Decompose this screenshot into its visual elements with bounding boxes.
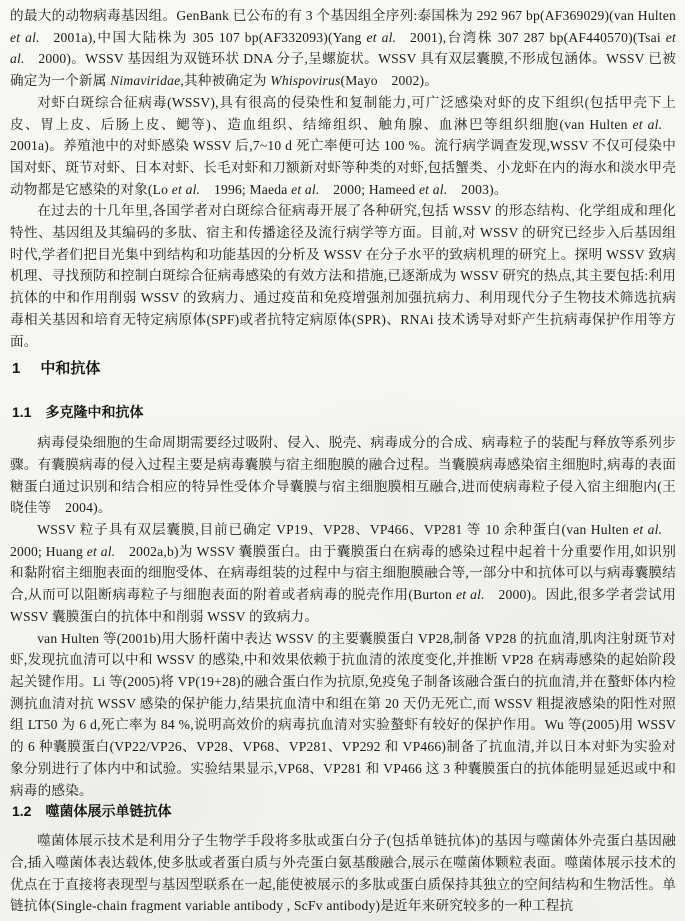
- paragraph-neutralization-studies: [10, 628, 676, 802]
- paragraph-virus-lifecycle: [10, 432, 676, 519]
- italic-text-segment: Nimaviridae: [110, 73, 181, 89]
- italic-text-segment: et al.: [10, 29, 676, 67]
- text-segment: 2001a)。养殖池中的对虾感染 WSSV 后,7~10 d 死亡率便可达 100 %。流行病学调查发现,WSSV 不仅可侵染中国对虾、斑节对虾、日本对虾、长毛对虾和刀额新对虾等种类的对虾,包括蟹类、小龙虾在内的海水和淡水甲壳动物都是它感染的对象(Lo: [10, 116, 676, 197]
- text-segment: ,其种被确定为: [180, 73, 271, 89]
- text-segment: 2000; Hameed: [319, 181, 419, 197]
- text-segment: van Hulten 等(2001b)用大肠杆菌中表达 WSSV 的主要囊膜蛋白 VP28,制备 VP28 的抗血清,肌肉注射斑节对虾,发现抗血清可以中和 WSSV 的感染,中和效果依赖于抗血清的浓度变化,并推断 VP28 在病毒感染的起始阶段起关键作用。Li 等(2005)将 VP(19+28)的融合蛋白作为抗原,免疫兔子制备该融合蛋白的抗血清,并在螯虾体内检测抗血清对抗 WSSV 感染的保护能力,结果抗血清中和组在第 20 天仍无死亡,而 WSSV 粗提液感染的阳性对照组 LT50 为 6 d,死亡率为 84 %,说明高效价的病毒抗血清对实验螯虾有较好的保护作用。Wu 等(2005)用 WSSV 的 6 种囊膜蛋白(VP22/VP26、VP28、VP68、VP281、VP292 和 VP466)制备了抗血清,并以日本对虾为实验对象分别进行了体内中和试验。实验结果显示,VP68、VP281 和 VP466 这 3 种囊膜蛋白的抗体能明显延迟或中和病毒的感染。: [10, 630, 676, 798]
- paragraph-phage-display: [10, 830, 676, 917]
- text-segment: 病毒侵染细胞的生命周期需要经过吸附、侵入、脱壳、病毒成分的合成、病毒粒子的装配与释放等系列步骤。有囊膜病毒的侵入过程主要是病毒囊膜与宿主细胞膜的融合过程。当囊膜病毒感染宿主细胞时,病毒的表面糖蛋白通过识别和结合相应的特异性受体介导囊膜与宿主细胞膜相互融合,进而使病毒粒子侵入宿主细胞内(王晓佳等 2004)。: [10, 435, 676, 516]
- italic-text-segment: et al.: [86, 543, 116, 559]
- section-1-2-title: 噬菌体展示单链抗体: [45, 803, 172, 820]
- paragraph-infectivity: [10, 92, 676, 201]
- paragraph-envelope-proteins: [10, 519, 676, 628]
- text-segment: 1996; Maeda: [200, 181, 292, 197]
- italic-text-segment: et al.: [291, 181, 320, 197]
- section-1-1-title: 多克隆中和抗体: [45, 404, 144, 421]
- italic-text-segment: et al.: [632, 116, 663, 132]
- section-1-2-number: 1.2: [12, 803, 32, 820]
- text-segment: 2001a),中国大陆株为 305 107 bp(AF332093)(Yang: [39, 29, 367, 45]
- italic-text-segment: et al.: [633, 522, 663, 538]
- italic-text-segment: et al.: [456, 587, 485, 603]
- text-segment: (Mayo 2002)。: [340, 73, 439, 89]
- italic-text-segment: et al.: [366, 29, 397, 45]
- text-segment: 的最大的动物病毒基因组。GenBank 已公布的有 3 个基因组全序列:泰国株为 292 967 bp(AF369029)(van Hulten: [10, 8, 676, 23]
- section-1-1-heading: [12, 402, 676, 423]
- text-segment: 噬菌体展示技术是利用分子生物学手段将多肽或蛋白分子(包括单链抗体)的基因与噬菌体外壳蛋白基因融合,插入噬菌体表达载体,使多肽或者蛋白质与外壳蛋白氨基酸融合,展示在噬菌体颗粒表面。噬菌体展示技术的优点在于直接将表现型与基因型联系在一起,能使被展示的多肽或蛋白质保持其独立的空间结构和生物活性。单链抗体(Single-chain fragment variable antibody , ScFv antibody)是近年来研究较多的一种工程抗: [10, 833, 676, 914]
- paragraph-research-overview: [10, 200, 676, 352]
- italic-text-segment: et al.: [10, 29, 40, 45]
- italic-text-segment: et al.: [171, 181, 201, 197]
- section-1-heading: [12, 358, 676, 380]
- text-segment: 2002a,b)为 WSSV 囊膜蛋白。由于囊膜蛋白在病毒的感染过程中起着十分重要作用,如识别和黏附宿主细胞表面的细胞受体、在病毒组装的过程中与宿主细胞膜融合等,一部分中和抗体可以与病毒囊膜结合,从而可以阻断病毒粒子与细胞表面的附着或者病毒的脱壳作用(Burton: [10, 543, 676, 603]
- text-segment: 2000)。WSSV 基因组为双链环状 DNA 分子,呈螺旋状。WSSV 具有双层囊膜,不形成包涵体。WSSV 已被确定为一个新属: [10, 51, 676, 89]
- text-segment: 2000)。因此,很多学者尝试用 WSSV 囊膜蛋白的抗体中和削弱 WSSV 的致病力。: [10, 587, 677, 624]
- paragraph-genome-continuation: [10, 5, 676, 92]
- section-1-2-heading: [12, 801, 676, 822]
- text-segment: 2001),台湾株 307 287 bp(AF440570)(Tsai: [396, 29, 666, 45]
- section-1-number: 1: [12, 360, 21, 378]
- text-segment: 对虾白斑综合征病毒(WSSV),具有很高的侵染性和复制能力,可广泛感染对虾的皮下组织(包括甲壳下上皮、胃上皮、后肠上皮、鳃等)、造血组织、结缔组织、触角腺、血淋巴等组织细胞(van Hulten: [10, 94, 676, 132]
- text-segment: 在过去的十几年里,各国学者对白斑综合征病毒开展了各种研究,包括 WSSV 的形态结构、化学组成和理化特性、基因组及其编码的多肽、宿主和传播途径及流行病学等方面。目前,对 WSSV 的研究已经步入后基因组时代,学者们把目光集中到结构和功能基因的分析及 WSSV 在分子水平的致病机理的研究上。探明 WSSV 致病机理、寻找预防和控制白斑综合征病毒感染的有效方法和措施,已逐渐成为 WSSV 研究的热点,其主要包括:利用抗体的中和作用削弱 WSSV 的致病力、通过疫苗和免疫增强剂加强抗病力、利用现代分子生物技术筛选抗病毒相关基因和培育无特定病原体(SPF)或者抗特定病原体(SPR)、RNAi 技术诱导对虾产生抗病毒保护作用等方面。: [10, 203, 676, 349]
- italic-text-segment: Whispovirus: [270, 73, 341, 89]
- section-1-title: 中和抗体: [40, 360, 101, 378]
- text-segment: 2003)。: [447, 181, 508, 197]
- section-1-1-number: 1.1: [12, 404, 32, 421]
- text-segment: 2000; Huang: [10, 522, 677, 559]
- text-segment: WSSV 粒子具有双层囊膜,目前已确定 VP19、VP28、VP466、VP281 等 10 余种蛋白(van Hulten: [37, 522, 634, 538]
- italic-text-segment: et al.: [418, 181, 448, 197]
